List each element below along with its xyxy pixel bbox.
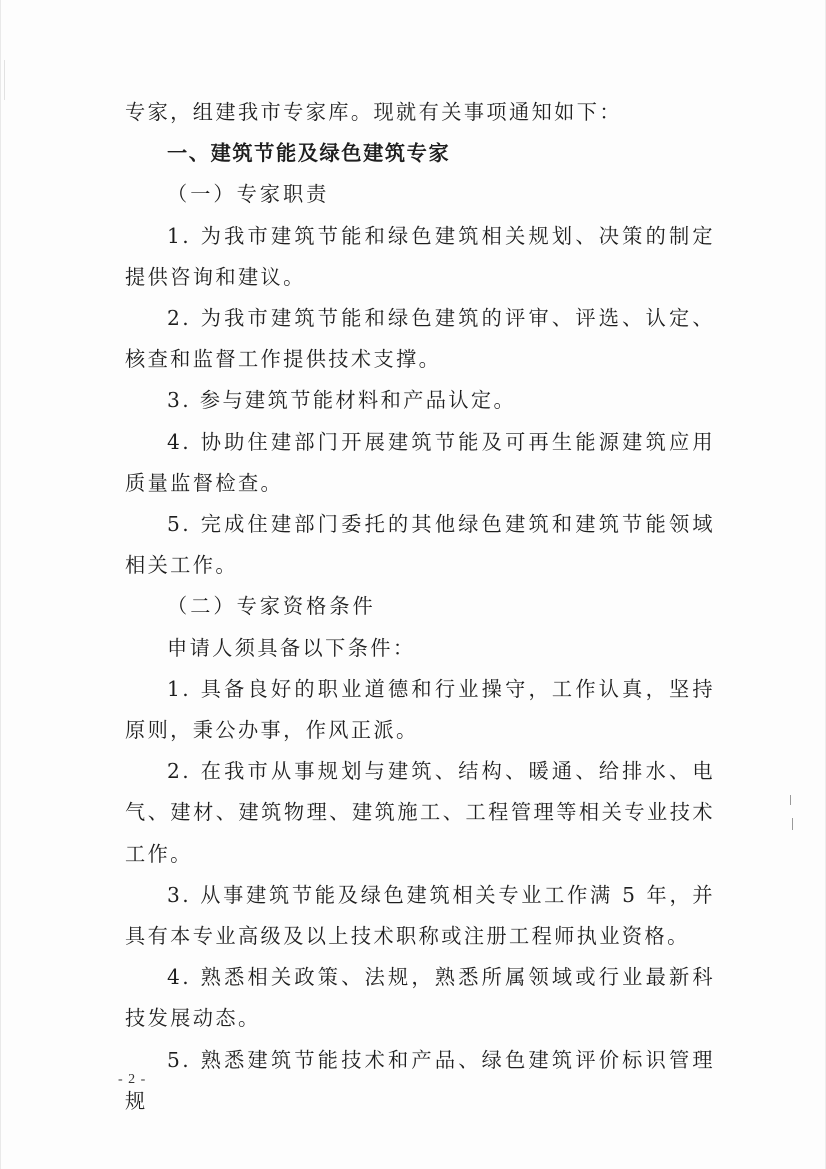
page-number: - 2 - [118, 1072, 147, 1087]
qualification-intro: 申请人须具备以下条件： [167, 635, 416, 660]
section-heading-1: 一、建筑节能及绿色建筑专家 [167, 141, 451, 166]
scan-artifact-mark [790, 795, 791, 805]
subsection-heading-duties: （一）专家职责 [167, 182, 330, 207]
duty-item-4: 4. 协助住建部门开展建筑节能及可再生能源建筑应用质量监督检查。 [125, 429, 715, 495]
subsection-heading-qualifications: （二）专家资格条件 [167, 594, 376, 619]
qualification-item-3: 3. 从事建筑节能及绿色建筑相关专业工作满 5 年，并具有本专业高级及以上技术职称或注册工程师执业资格。 [125, 882, 715, 949]
qualification-item-1: 1. 具备良好的职业道德和行业操守，工作认真，坚持原则，秉公办事，作风正派。 [125, 676, 715, 743]
paragraph-intro: 专家，组建我市专家库。现就有关事项通知如下： [125, 100, 622, 124]
duty-item-1: 1. 为我市建筑节能和绿色建筑相关规划、决策的制定提供咨询和建议。 [125, 223, 715, 289]
qualification-item-2: 2. 在我市从事规划与建筑、结构、暖通、给排水、电气、建材、建筑物理、建筑施工、工程管理等相关专业技术工作。 [125, 759, 715, 866]
duty-item-3: 3. 参与建筑节能材料和产品认定。 [167, 388, 517, 413]
duty-item-2: 2. 为我市建筑节能和绿色建筑的评审、评选、认定、核查和监督工作提供技术支撑。 [125, 306, 715, 372]
duty-item-5: 5. 完成住建部门委托的其他绿色建筑和建筑节能领域相关工作。 [125, 512, 715, 578]
scan-artifact-edge [4, 60, 5, 100]
scan-artifact-mark [792, 818, 793, 830]
qualification-item-5: 5. 熟悉建筑节能技术和产品、绿色建筑评价标识管理规 [125, 1047, 715, 1113]
document-body [125, 92, 715, 1122]
qualification-item-4: 4. 熟悉相关政策、法规，熟悉所属领域或行业最新科技发展动态。 [125, 965, 715, 1031]
